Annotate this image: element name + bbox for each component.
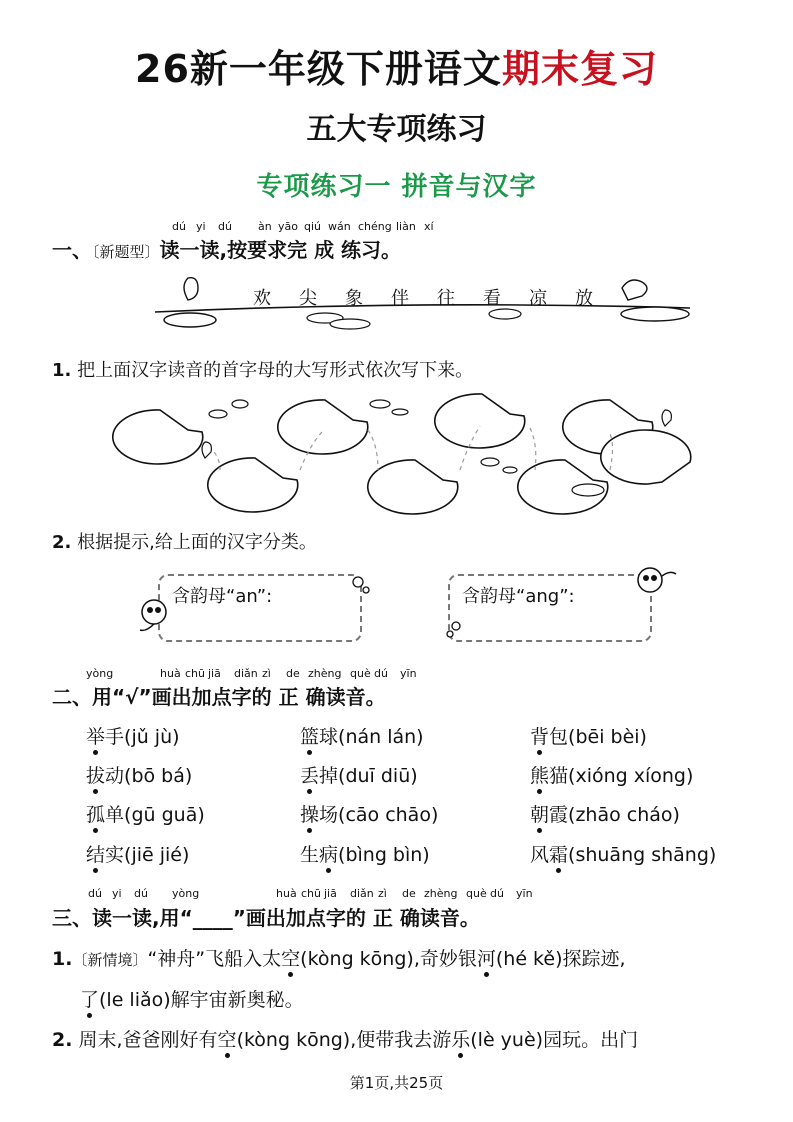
- pinyin-hua: huà: [160, 667, 181, 680]
- page-footer: 第1页,共25页: [349, 1074, 444, 1092]
- pinyin-de: de: [286, 667, 300, 680]
- pinyin-zi: zì: [378, 887, 387, 900]
- pinyin-wan: wán: [328, 220, 351, 233]
- section-title: 专项练习一 拼音与汉字: [256, 172, 537, 202]
- choice-item[interactable]: 朝霞(zhāo cháo): [530, 800, 680, 827]
- title-part1: 26新一年级下册语文: [135, 47, 502, 91]
- box-label-ang: 含韵母“ang”:: [462, 586, 575, 607]
- choice-item[interactable]: 拔动(bō bá): [86, 761, 192, 788]
- title-part2: 期末复习: [501, 47, 658, 91]
- pinyin-qiu: qiú: [304, 220, 322, 233]
- box-label-an: 含韵母“an”:: [172, 586, 273, 607]
- character: 往: [437, 288, 455, 309]
- choice-item[interactable]: 风霜(shuāng shāng): [530, 840, 716, 867]
- pinyin-du: dú: [490, 887, 504, 900]
- choice-item[interactable]: 生病(bìng bìn): [300, 840, 430, 867]
- lily-pad-answer-2[interactable]: [208, 458, 298, 512]
- pinyin-yong: yòng: [86, 667, 114, 680]
- pinyin-hua: huà: [276, 887, 297, 900]
- lily-pad-answer-8[interactable]: [601, 430, 691, 484]
- pinyin-an: àn: [258, 220, 272, 233]
- sentence-1: 1.〔新情境〕“神舟”飞船入太空(kòng kōng),奇妙银河(hé kě)探踪迹,: [52, 944, 626, 971]
- character: 欢: [253, 288, 271, 309]
- choice-item[interactable]: 孤单(gū guā): [86, 800, 205, 827]
- pinyin-que: què: [466, 887, 487, 900]
- subquestion-2: 2. 根据提示,给上面的汉字分类。: [52, 532, 317, 553]
- pinyin-du: dú: [134, 887, 148, 900]
- pinyin-du: dú: [374, 667, 388, 680]
- lily-pad-answer-5[interactable]: [435, 394, 525, 448]
- subquestion-1: 1. 把上面汉字读音的首字母的大写形式依次写下来。: [52, 360, 474, 381]
- lily-pad-answer-3[interactable]: [278, 400, 368, 454]
- page-subtitle: 五大专项练习: [306, 112, 487, 147]
- question-2-heading: 二、用“√”画出加点字的 正 确读音。: [52, 685, 386, 709]
- pinyin-du: dú: [218, 220, 232, 233]
- character: 象: [345, 288, 363, 309]
- pinyin-du: dú: [88, 887, 102, 900]
- lily-pad-answer-area: [110, 390, 690, 515]
- pinyin-zheng: zhèng: [424, 887, 458, 900]
- pinyin-chu: chū: [301, 887, 321, 900]
- pinyin-yi: yi: [112, 887, 122, 900]
- character: 凉: [529, 288, 547, 309]
- lily-pad-answer-4[interactable]: [368, 460, 458, 514]
- choice-item[interactable]: 丢掉(duī diū): [300, 761, 418, 788]
- character: 尖: [299, 288, 317, 309]
- pinyin-yao: yāo: [278, 220, 298, 233]
- choice-item[interactable]: 篮球(nán lán): [300, 722, 424, 749]
- pinyin-cheng: chéng: [358, 220, 392, 233]
- pinyin-yi: yi: [196, 220, 206, 233]
- sentence-1-line-2: 了(le liǎo)解宇宙新奥秘。: [80, 985, 304, 1012]
- pinyin-yin: yīn: [400, 667, 417, 680]
- pinyin-zi: zì: [262, 667, 271, 680]
- sentence-2: 2. 周末,爸爸刚好有空(kòng kōng),便带我去游乐(lè yuè)园玩。出门: [52, 1025, 638, 1052]
- choice-item[interactable]: 背包(bēi bèi): [530, 722, 647, 749]
- pinyin-yin: yīn: [516, 887, 533, 900]
- new-type-tag: 〔新题型〕: [92, 243, 160, 261]
- tadpole-decoration: [132, 570, 692, 640]
- pinyin-dian: diǎn: [350, 887, 374, 900]
- pinyin-lian: liàn: [396, 220, 416, 233]
- new-context-tag: 〔新情境〕: [72, 951, 148, 969]
- choice-item[interactable]: 举手(jǔ jù): [86, 722, 180, 749]
- character: 伴: [391, 288, 409, 309]
- pinyin-xi: xí: [424, 220, 434, 233]
- pinyin-jia: jiā: [324, 887, 337, 900]
- character: 放: [575, 288, 593, 309]
- pinyin-jia: jiā: [208, 667, 221, 680]
- character-list: [253, 284, 593, 310]
- pinyin-de: de: [402, 887, 416, 900]
- pinyin-que: què: [350, 667, 371, 680]
- question-1-heading: 一、〔新题型〕读一读,按要求完 成 练习。: [52, 238, 402, 262]
- choice-item[interactable]: 操场(cāo chāo): [300, 800, 438, 827]
- question-3-heading: 三、读一读,用“____”画出加点字的 正 确读音。: [52, 906, 480, 930]
- choice-item[interactable]: 结实(jiē jié): [86, 840, 189, 867]
- character: 看: [483, 288, 501, 309]
- pinyin-yong: yòng: [172, 887, 200, 900]
- pinyin-du: dú: [172, 220, 186, 233]
- page-title: [0, 38, 793, 93]
- pinyin-dian: diǎn: [234, 667, 258, 680]
- choice-item[interactable]: 熊猫(xióng xíong): [530, 761, 693, 788]
- lily-pad-answer-1[interactable]: [113, 410, 203, 464]
- pinyin-zheng: zhèng: [308, 667, 342, 680]
- pinyin-chu: chū: [185, 667, 205, 680]
